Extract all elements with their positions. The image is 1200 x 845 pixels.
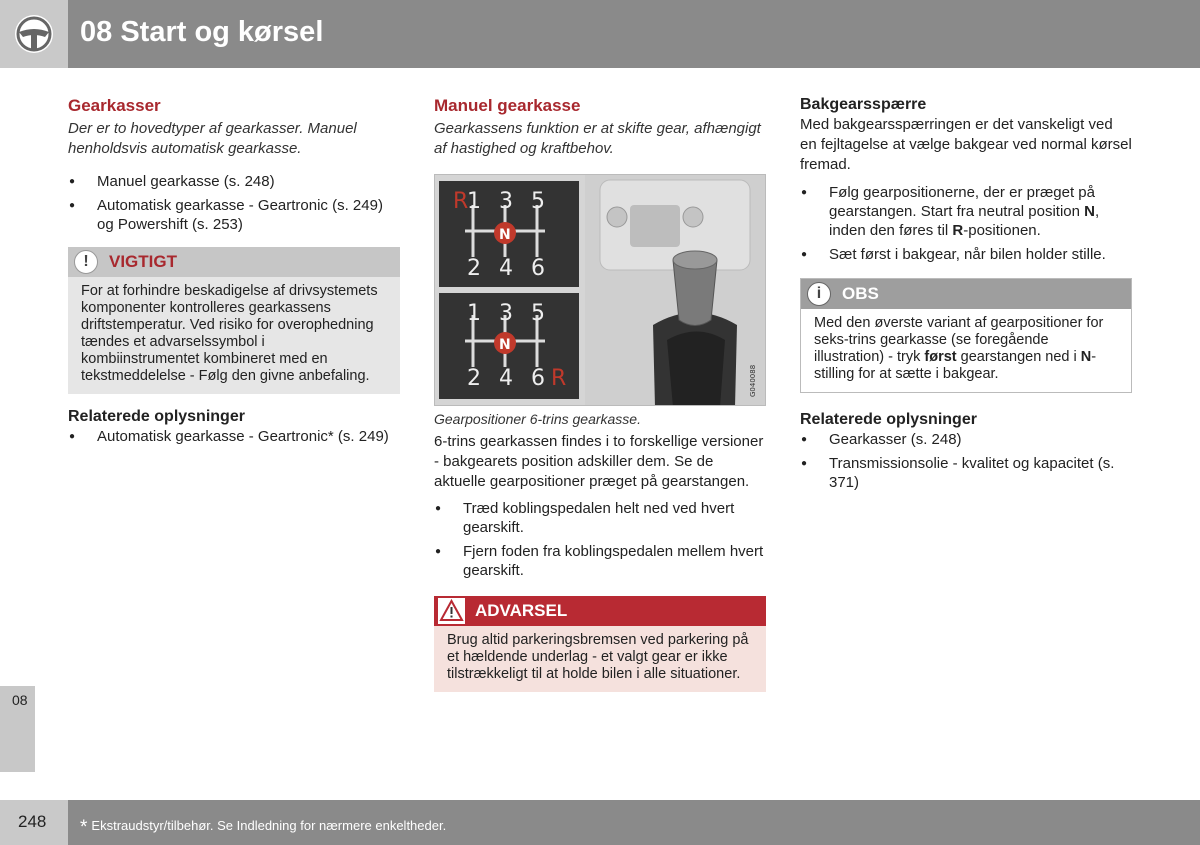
gear-6-label: 6 xyxy=(531,256,545,281)
body-text: Med bakgearsspærringen er det vanskeligt ved en fejltagelse at vælge bakgear ved normal kørsel fremad. xyxy=(800,116,1132,173)
footnote xyxy=(80,814,446,836)
gear-4-label: 4 xyxy=(499,256,513,281)
neutral-label-bottom: N xyxy=(499,337,511,353)
related-link[interactable]: ● Gearkasser (s. 248) xyxy=(800,430,1132,449)
figure-caption: Gearpositioner 6-trins gearkasse. xyxy=(434,411,641,427)
section-heading: Manuel gearkasse xyxy=(434,96,581,115)
page-title: 08 Start og kørsel xyxy=(80,16,324,48)
obs-callout xyxy=(800,278,1132,393)
column-bakgearsspaerre xyxy=(800,96,1132,497)
column-gearkasser xyxy=(68,96,400,451)
page-number: 248 xyxy=(18,812,47,831)
gear-3-label: 3 xyxy=(499,301,513,326)
gearbox-type-list xyxy=(68,172,400,234)
header-icon-box xyxy=(0,0,68,68)
callout-text: Med den øverste variant af gearpositioner for seks-trins gearkasse (se foregående illustration) - tryk først gearstangen ned i N-stilling for at sætte i bakgear. xyxy=(801,309,1131,392)
related-list xyxy=(68,427,400,446)
figure-code: G040088 xyxy=(749,364,757,397)
gear-1-label: 1 xyxy=(467,301,481,326)
callout-header xyxy=(68,247,400,277)
section-heading: Bakgearsspærre xyxy=(800,96,927,113)
gear-6-label: 6 xyxy=(531,366,545,391)
list-item: ● Følg gearpositionerne, der er præget på gearstangen. Start fra neutral position N, inden den føres til R-positionen. xyxy=(800,183,1132,240)
footnote-star: * xyxy=(80,817,88,838)
related-heading: Relaterede oplysninger xyxy=(800,411,977,428)
gear-4-label: 4 xyxy=(499,366,513,391)
callout-header xyxy=(434,596,766,626)
list-item: ● Automatisk gearkasse - Geartronic (s. 249) og Powershift (s. 253) xyxy=(68,196,400,234)
list-item: ● Fjern foden fra koblingspedalen mellem hvert gearskift. xyxy=(434,542,766,580)
gear-1-label: 1 xyxy=(467,189,481,214)
callout-label: ADVARSEL xyxy=(475,601,568,620)
steering-wheel-icon xyxy=(13,13,55,55)
body-text: 6-trins gearkassen findes i to forskellige versioner - bakgearets position adskiller dem. Se de aktuelle gearpositioner præget på gearstangen. xyxy=(434,433,764,490)
related-list xyxy=(800,430,1132,492)
gear-2-label: 2 xyxy=(467,366,481,391)
gear-position-illustration xyxy=(434,174,766,406)
chapter-tab-label: 08 xyxy=(12,692,28,708)
callout-header xyxy=(801,279,1131,309)
callout-label: VIGTIGT xyxy=(109,252,177,271)
warning-triangle-icon xyxy=(438,598,465,624)
related-link[interactable]: ● Transmissionsolie - kvalitet og kapacitet (s. 371) xyxy=(800,454,1132,492)
gear-5-label: 5 xyxy=(531,301,545,326)
gear-3-label: 3 xyxy=(499,189,513,214)
column-manuel-gearkasse xyxy=(434,96,766,692)
gear-diagram xyxy=(435,175,766,406)
exclamation-icon: ! xyxy=(74,250,98,274)
instruction-list xyxy=(434,499,766,580)
related-link[interactable]: ● Automatisk gearkasse - Geartronic* (s. 249) xyxy=(68,427,400,446)
callout-label: OBS xyxy=(842,284,879,303)
header-title-box xyxy=(68,0,1200,68)
section-heading: Gearkasser xyxy=(68,96,161,115)
info-icon: i xyxy=(807,282,831,306)
related-heading: Relaterede oplysninger xyxy=(68,408,245,425)
gear-5-label: 5 xyxy=(531,189,545,214)
section-intro: Gearkassens funktion er at skifte gear, afhængigt af hastighed og kraftbehov. xyxy=(434,120,761,157)
gear-2-label: 2 xyxy=(467,256,481,281)
section-intro: Der er to hovedtyper af gearkasser. Manuel henholdsvis automatisk gearkasse. xyxy=(68,120,357,157)
footnote-text: Ekstraudstyr/tilbehør. Se Indledning for nærmere enkeltheder. xyxy=(91,818,447,833)
reverse-label-top: R xyxy=(453,189,469,214)
list-item: ● Træd koblingspedalen helt ned ved hvert gearskift. xyxy=(434,499,766,537)
neutral-label-top: N xyxy=(499,227,511,243)
instruction-list xyxy=(800,183,1132,264)
list-item: ● Manuel gearkasse (s. 248) xyxy=(68,172,400,191)
callout-text: For at forhindre beskadigelse af drivsystemets komponenter kontrolleres gearkassens driftstemperatur. Ved risiko for overophedning tændes et advarselssymbol i kombiinstrumentet kombineret med en tekstmeddelelse - Følg den givne anbefaling. xyxy=(68,277,400,394)
list-item: ● Sæt først i bakgear, når bilen holder stille. xyxy=(800,245,1132,264)
callout-text: Brug altid parkeringsbremsen ved parkering på et hældende underlag - et valgt gear er ikke tilstrækkeligt til at holde bilen i alle situationer. xyxy=(434,626,766,692)
vigtigt-callout xyxy=(68,247,400,394)
advarsel-callout xyxy=(434,596,766,692)
reverse-label-bottom: R xyxy=(551,366,567,391)
